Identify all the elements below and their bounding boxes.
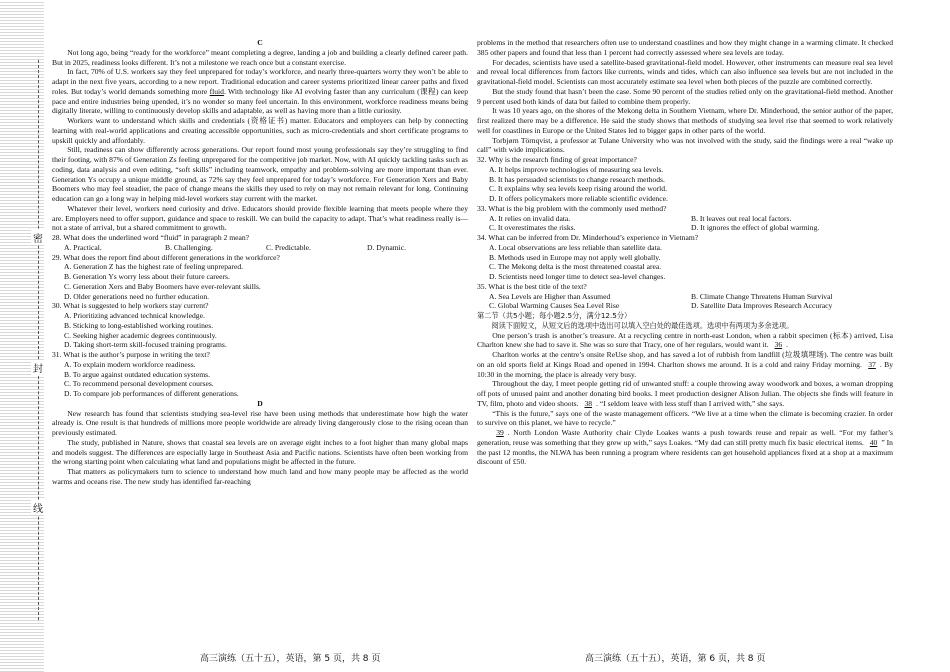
option: A. It relies on invalid data.	[489, 213, 571, 223]
option: A. To explain modern workforce readiness.	[64, 359, 196, 369]
right-column	[477, 38, 893, 643]
question-33-options-cd	[477, 223, 893, 233]
option: C. The Mekong delta is the most threatened coastal area.	[489, 262, 662, 272]
option: B. It has persuaded scientists to change research methods.	[489, 174, 665, 184]
section-d-heading: D	[257, 398, 263, 408]
binding-margin	[0, 0, 44, 672]
binding-label-mi: 密	[31, 230, 45, 245]
passage-d-paragraph-7: Torbjørn Törnqvist, a professor at Tulane University who was not involved with the study, said the findings were a real “wake up call” with wide implications.	[477, 135, 893, 155]
passage-d-paragraph-6: It was 10 years ago, on the shores of the Mekong delta in Southern Vietnam, where Dr. Minderhoud, the senior author of the paper, first realized there may be a difference. He said the study shows that methods of studying sea level rise that seemed to work relatively well for coastlines in Europe or the United States led to bigger gaps in other parts of the world.	[477, 106, 893, 135]
cloze-paragraph-5: 39 . North London Waste Authority chair Clyde Loakes wants a push towards reuse and repair as well. “For my father’s generation, reuse was something that they grew up with,” says Loakes. “My dad can still pretty much fix basic electrical items. 40 ” In the past 12 months, the NLWA has been running a program where residents can get household appliances fixed at a shop at a maximum discount of £50.	[477, 428, 893, 467]
binding-label-feng: 封	[31, 360, 45, 375]
cloze-paragraph-3: Throughout the day, I meet people getting rid of unwanted stuff: a couple throwing away woodwork and boxes, a woman dropping off pots of unused paint and another donating bird books. I meet production designer Alison Julian. The objects she finds will feature in TV, film, photo and video shoots. 38 . “I seldom leave with less stuff than I arrived with,” she says.	[477, 379, 893, 408]
passage-c-paragraph-5: Whatever their level, workers need curiosity and drive. Educators should provide flexible learning that meets people where they are. Employers need to offer support, guidance and space to reskill. We can build the capacity to adapt. That’s what readiness really is—not a state of arrival, but a shared commitment to growth.	[52, 203, 468, 233]
option: B. Climate Change Threatens Human Survival	[691, 291, 833, 301]
question-35-options-ab	[477, 292, 893, 302]
option: A. It helps improve technologies of measuring sea levels.	[489, 164, 664, 174]
question-28: 28. What does the underlined word “fluid” in paragraph 2 mean?	[52, 233, 250, 242]
option: B. Challenging.	[165, 242, 213, 252]
option: C. It overestimates the risks.	[489, 223, 576, 233]
question-31: 31. What is the author’s purpose in writing the text?	[52, 350, 210, 359]
left-column	[52, 38, 468, 643]
question-30: 30. What is suggested to help workers stay current?	[52, 301, 209, 311]
blank-39[interactable]: 39	[496, 428, 504, 437]
passage-c-paragraph-1: Not long ago, being “ready for the workforce” meant completing a degree, landing a job and building a clearly defined career path. But in 2025, readiness looks different. It’s not a milestone we reach once but a constant exercise.	[52, 47, 468, 67]
blank-37[interactable]: 37	[868, 359, 876, 369]
section-2-title: 第二节（共5小题；每小题2.5分，满分12.5分）	[477, 311, 632, 320]
passage-d-paragraph-3-cont: problems in the method that researchers often use to understand coastlines and how they might change in a warming climate. It checked 385 other papers and found that less than 1 percent had correctly assessed where sea levels are today.	[477, 38, 893, 57]
option: C. Seeking higher academic degrees continuously.	[64, 330, 217, 340]
question-33-options-ab	[477, 214, 893, 224]
option: D. Scientists need longer time to detect sea-level changes.	[489, 272, 666, 281]
section-2-instructions: 阅读下面短文，从短文后的选项中选出可以填入空白处的最佳选项。选项中有两项为多余选项。	[491, 320, 794, 330]
page-footer-right: 高三演练（五十五），英语，第 6 页，共 8 页	[585, 654, 766, 664]
option: B. Sticking to long-established working routines.	[64, 320, 214, 330]
passage-d-paragraph-5: But the study found that hasn’t been the case. Some 90 percent of the studies relied only on the gravitational-field method. Another 9 percent used both kinds of data but failed to combine them properly.	[477, 86, 893, 106]
option: A. Generation Z has the highest rate of feeling unprepared.	[64, 262, 244, 272]
blank-40[interactable]: 40	[869, 437, 878, 447]
question-33: 33. What is the big problem with the commonly used method?	[477, 203, 667, 213]
option: D. Older generations need no further education.	[64, 291, 210, 301]
cloze-paragraph-2: Charlton works at the centre’s onsite ReUse shop, and has saved a lot of rubbish from landfill (垃圾填埋场). The centre was built on an old sports field at Kings Road and opened in 1994. Charlton shows me around. It is a cold and rainy Friday morning. 37 . By 10:30 in the morning, the place is already very busy.	[477, 350, 893, 379]
option: A. Local observations are less reliable than satellite data.	[489, 242, 662, 252]
option: D. It ignores the effect of global warming.	[691, 223, 820, 233]
question-32: 32. Why is the research finding of great importance?	[477, 155, 637, 164]
section-c-heading: C	[257, 38, 263, 47]
option: B. It leaves out real local factors.	[691, 213, 792, 223]
option: C. Global Warming Causes Sea Level Rise	[489, 301, 620, 311]
question-35: 35. What is the best title of the text?	[477, 281, 587, 291]
option: C. Predictable.	[266, 242, 311, 252]
option: D. It offers policymakers more reliable scientific evidence.	[489, 194, 668, 203]
underlined-word-fluid: fluid	[209, 86, 224, 96]
page-footer-left: 高三演练（五十五），英语，第 5 页，共 8 页	[200, 654, 381, 664]
passage-d-paragraph-1: New research has found that scientists studying sea-level rise have been using methods that underestimate how high the water already is. One result is that hundreds of millions more people worldwide are already living dangerously close to the rising ocean than previously estimated.	[52, 408, 468, 437]
passage-c-paragraph-2: In fact, 70% of U.S. workers say they feel unprepared for today’s workforce, and nearly three-quarters worry they won’t be able to adapt in the next five years, according to a new report. Traditional education and career systems prioritized linear career paths and fixed roles. But today’s world demands something more fluid. With technology like AI evolving faster than any curriculum (课程) can keep pace and entire industries being upended, it’s no wonder so many feel uncertain. In this environment, workforce readiness means being digitally literate, willing to continuously develop skills and adaptable, as well as having more than a little curiosity.	[52, 67, 468, 116]
option: B. To argue against outdated education systems.	[64, 369, 210, 379]
blank-38[interactable]: 38	[584, 398, 593, 408]
option: D. Satellite Data Improves Research Accuracy	[691, 301, 833, 311]
passage-d-paragraph-2: The study, published in Nature, shows that coastal sea levels are on average eight inches to a foot higher than many global maps and models suggest. The differences are especially large in Southeast Asia and Pacific nations. Scientists have often been working from the wrong starting point when calculating what land and populations might be affected in the future.	[52, 437, 468, 467]
option: C. To recommend personal development courses.	[64, 379, 214, 389]
option: A. Practical.	[64, 242, 102, 252]
cloze-paragraph-1: One person’s trash is another’s treasure. At a recycling centre in north-east London, when a rabbit specimen (标本) arrived, Lisa Charlton knew she had to save it. She was so sure that Tracy, one of her regulars, would want it. 36 .	[477, 330, 893, 350]
option: B. Generation Ys worry less about their future careers.	[64, 272, 230, 281]
question-35-options-cd	[477, 301, 893, 311]
option: D. Taking short-term skill-focused training programs.	[64, 340, 227, 350]
option: D. Dynamic.	[367, 242, 407, 252]
option: B. Methods used in Europe may not apply well globally.	[489, 252, 661, 262]
option: D. To compare job performances of different generations.	[64, 389, 239, 398]
blank-36[interactable]: 36	[774, 340, 783, 350]
passage-c-paragraph-3: Workers want to understand which skills and credentials (资格证书) matter. Educators and employers can help by connecting learning with real-world applications and creating accessible opportunities, such as micro-credentials and short certificate programs to upskill quickly and affordably.	[52, 116, 468, 145]
cloze-paragraph-4: “This is the future,” says one of the waste management officers. “We live at a time when the climate is becoming crazier. In order to survive on this planet, we have to recycle.”	[477, 408, 893, 428]
option: C. It explains why sea levels keep rising around the world.	[489, 184, 667, 194]
binding-label-xian: 线	[31, 500, 45, 515]
passage-c-paragraph-4: Still, readiness can show differently across generations. Our report found most young professionals say they’re struggling to find their footing, with 87% of Generation Zs feeling unprepared for the competitive job market. Now, with AI quickly tackling tasks such as coding, data analysis and even editing, “soft skills” including teamwork, empathy and problem-solving are more important than ever. Generation Ys occupy a unique middle ground, as 72% say they feel unprepared for today’s workforce. For Generation Xers and Baby Boomers who may feel steadier, the pace of change means the skills they used to rely on may not remain relevant for long. Continuing education can go a long way in helping mid-level workers stay current with the market.	[52, 145, 468, 203]
cut-line	[38, 60, 39, 620]
option: A. Sea Levels are Higher than Assumed	[489, 291, 611, 301]
option: C. Generation Xers and Baby Boomers have ever-relevant skills.	[64, 281, 261, 291]
question-34: 34. What can be inferred from Dr. Minderhoud’s experience in Vietnam?	[477, 233, 699, 242]
passage-d-paragraph-4: For decades, scientists have used a satellite-based gravitational-field model. However, other instruments can measure real sea level and reveal local differences from factors like currents, winds and tides, which can also influence sea levels but are not included in the gravitational-field model. Scientists can most accurately estimate sea level when both pieces of the puzzle are combined correctly.	[477, 57, 893, 86]
question-29: 29. What does the report find about different generations in the workforce?	[52, 252, 280, 262]
passage-d-paragraph-3: That matters as policymakers turn to science to understand how much land and how many people may be affected as the world warms and oceans rise. The new study has identified far-reaching	[52, 467, 468, 486]
question-28-options	[52, 243, 468, 253]
option: A. Prioritizing advanced technical knowledge.	[64, 311, 205, 320]
